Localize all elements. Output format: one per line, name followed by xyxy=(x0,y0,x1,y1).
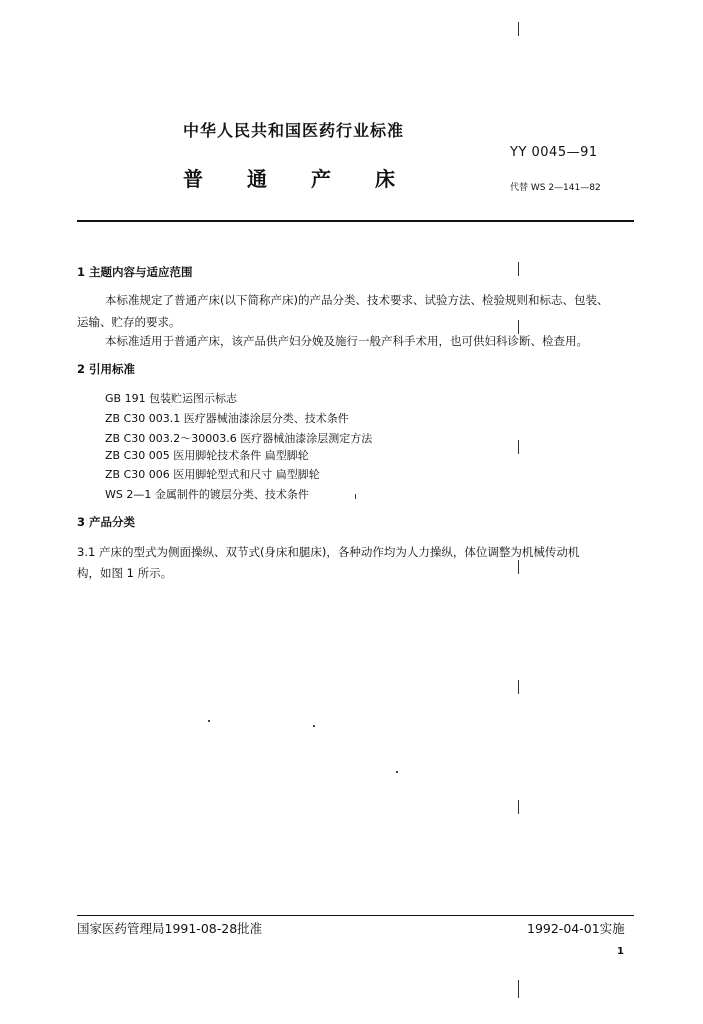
scan-mark xyxy=(518,680,519,694)
reference-item: ZB C30 003.1 医疗器械油漆涂层分类、技术条件 xyxy=(105,412,349,425)
section-1-para-1-line-2: 运输、贮存的要求。 xyxy=(77,315,181,329)
footer-divider xyxy=(77,915,634,916)
section-1-para-2: 本标准适用于普通产床，该产品供产妇分娩及施行一般产科手术用，也可供妇科诊断、检查用。 xyxy=(105,334,588,348)
scan-mark xyxy=(518,22,519,36)
scan-mark xyxy=(518,800,519,814)
reference-item: ZB C30 006 医用脚轮型式和尺寸 扁型脚轮 xyxy=(105,468,320,481)
reference-item: ZB C30 003.2～30003.6 医疗器械油漆涂层测定方法 xyxy=(105,432,373,445)
scan-mark xyxy=(518,980,519,998)
scan-mark xyxy=(518,560,519,574)
section-1-heading: 1 主题内容与适应范围 xyxy=(77,265,193,279)
reference-item: WS 2—1 金属制件的镀层分类、技术条件 xyxy=(105,488,309,501)
document-title: 普通产床 xyxy=(183,167,439,191)
section-3-1-line-2: 构，如图 1 所示。 xyxy=(77,566,173,580)
reference-item: ZB C30 005 医用脚轮技术条件 扁型脚轮 xyxy=(105,449,309,462)
approval-note: 国家医药管理局1991-08-28批准 xyxy=(77,921,263,936)
standard-number: YY 0045—91 xyxy=(510,145,598,160)
replaces-standard: 代替 WS 2—141—82 xyxy=(510,183,601,193)
section-3-1-line-1: 3.1 产床的型式为侧面操纵、双节式(身床和腿床)，各种动作均为人力操纵，体位调整为机械传动机 xyxy=(77,545,580,559)
section-3-heading: 3 产品分类 xyxy=(77,515,136,529)
scan-mark xyxy=(518,262,519,276)
page-number: 1 xyxy=(617,946,624,957)
scan-mark xyxy=(355,494,356,499)
section-1-para-1-line-1: 本标准规定了普通产床(以下简称产床)的产品分类、技术要求、试验方法、检验规则和标志、包装、 xyxy=(105,293,609,307)
scan-dot xyxy=(313,725,315,727)
scan-mark xyxy=(518,320,519,334)
issuing-body-title: 中华人民共和国医药行业标准 xyxy=(183,121,405,140)
header-divider xyxy=(77,220,634,222)
scan-dot xyxy=(208,720,210,722)
section-2-heading: 2 引用标准 xyxy=(77,362,136,376)
effective-date: 1992-04-01实施 xyxy=(527,921,625,936)
scan-dot xyxy=(396,771,398,773)
scan-mark xyxy=(518,440,519,454)
reference-item: GB 191 包装贮运图示标志 xyxy=(105,392,238,405)
